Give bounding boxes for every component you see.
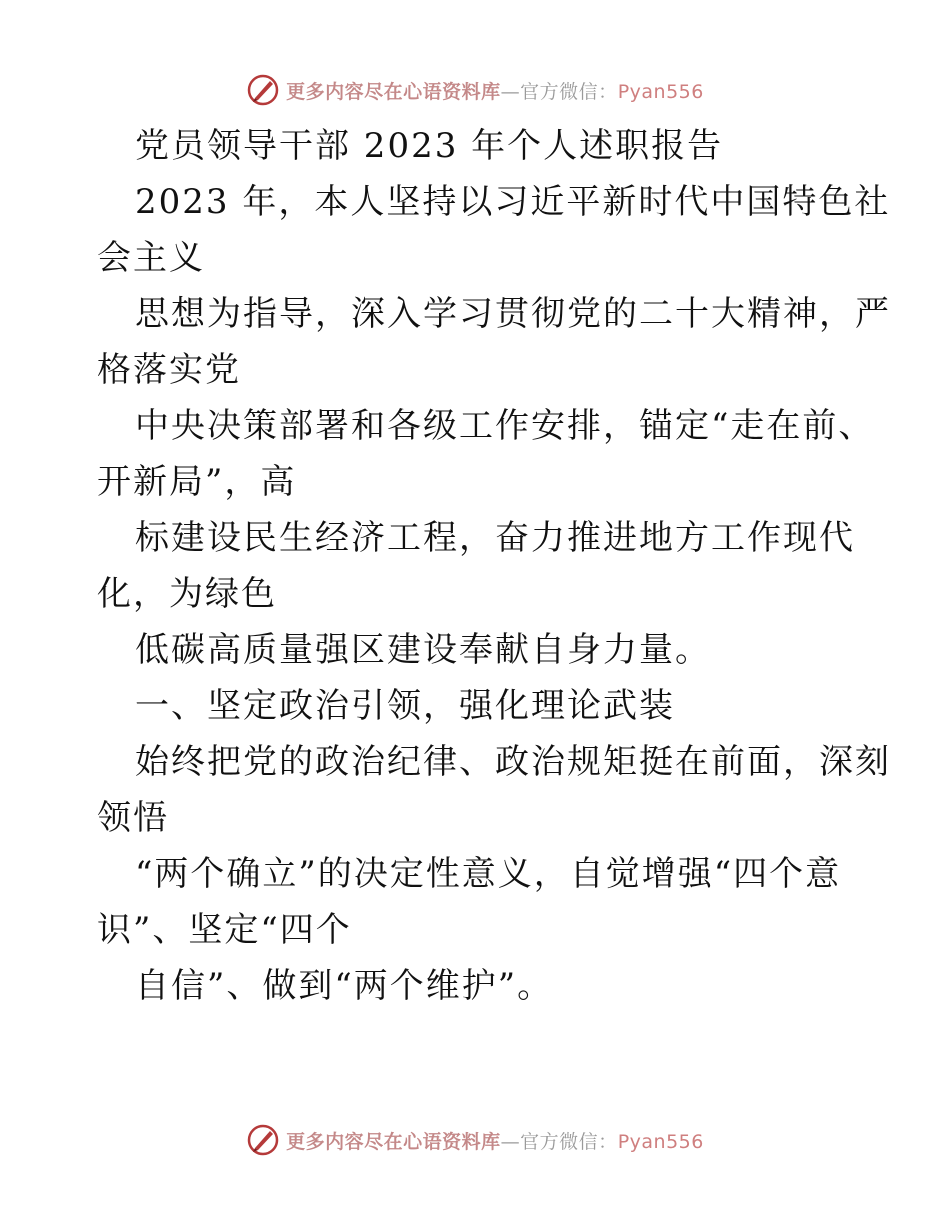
paragraph-line: “两个确立”的决定性意义，自觉增强“四个意 bbox=[135, 854, 842, 894]
watermark-text bbox=[286, 1127, 704, 1154]
header-watermark bbox=[0, 70, 950, 110]
section-heading: 一、坚定政治引领，强化理论武装 bbox=[135, 686, 675, 726]
watermark-separator: — bbox=[500, 1130, 521, 1153]
paragraph-line: 标建设民生经济工程，奋力推进地方工作现代 bbox=[135, 518, 855, 558]
paragraph-line: 领悟 bbox=[97, 798, 169, 838]
watermark-wechat-id: Pyan556 bbox=[617, 80, 704, 103]
watermark-wechat-id: Pyan556 bbox=[617, 1130, 704, 1153]
paragraph-line: 思想为指导，深入学习贯彻党的二十大精神，严 bbox=[135, 294, 891, 334]
paragraph-line: 2023 年，本人坚持以习近平新时代中国特色社 bbox=[135, 182, 891, 222]
paragraph-line: 始终把党的政治纪律、政治规矩挺在前面，深刻 bbox=[135, 742, 891, 782]
watermark-wechat-label: 官方微信： bbox=[520, 1130, 618, 1153]
document-body bbox=[97, 118, 891, 1014]
document-title: 党员领导干部 2023 年个人述职报告 bbox=[135, 126, 724, 166]
paragraph-line: 自信”、做到“两个维护”。 bbox=[135, 966, 554, 1006]
watermark-site: 更多内容尽在心语资料库 bbox=[286, 80, 501, 103]
watermark-separator: — bbox=[500, 80, 521, 103]
watermark-text bbox=[286, 77, 704, 104]
paragraph-line: 格落实党 bbox=[97, 350, 241, 390]
quill-pen-logo-icon bbox=[246, 1123, 280, 1157]
paragraph-line: 会主义 bbox=[97, 238, 205, 278]
paragraph-line: 中央决策部署和各级工作安排，锚定“走在前、 bbox=[135, 406, 875, 446]
paragraph-line: 开新局”，高 bbox=[97, 462, 297, 502]
paragraph-line: 化，为绿色 bbox=[97, 574, 277, 614]
watermark-group bbox=[246, 73, 704, 107]
watermark-group bbox=[246, 1123, 704, 1157]
paragraph-line: 识”、坚定“四个 bbox=[97, 910, 352, 950]
watermark-wechat-label: 官方微信： bbox=[520, 80, 618, 103]
footer-watermark bbox=[0, 1120, 950, 1160]
quill-pen-logo-icon bbox=[246, 73, 280, 107]
watermark-site: 更多内容尽在心语资料库 bbox=[286, 1130, 501, 1153]
paragraph-line: 低碳高质量强区建设奉献自身力量。 bbox=[135, 630, 711, 670]
